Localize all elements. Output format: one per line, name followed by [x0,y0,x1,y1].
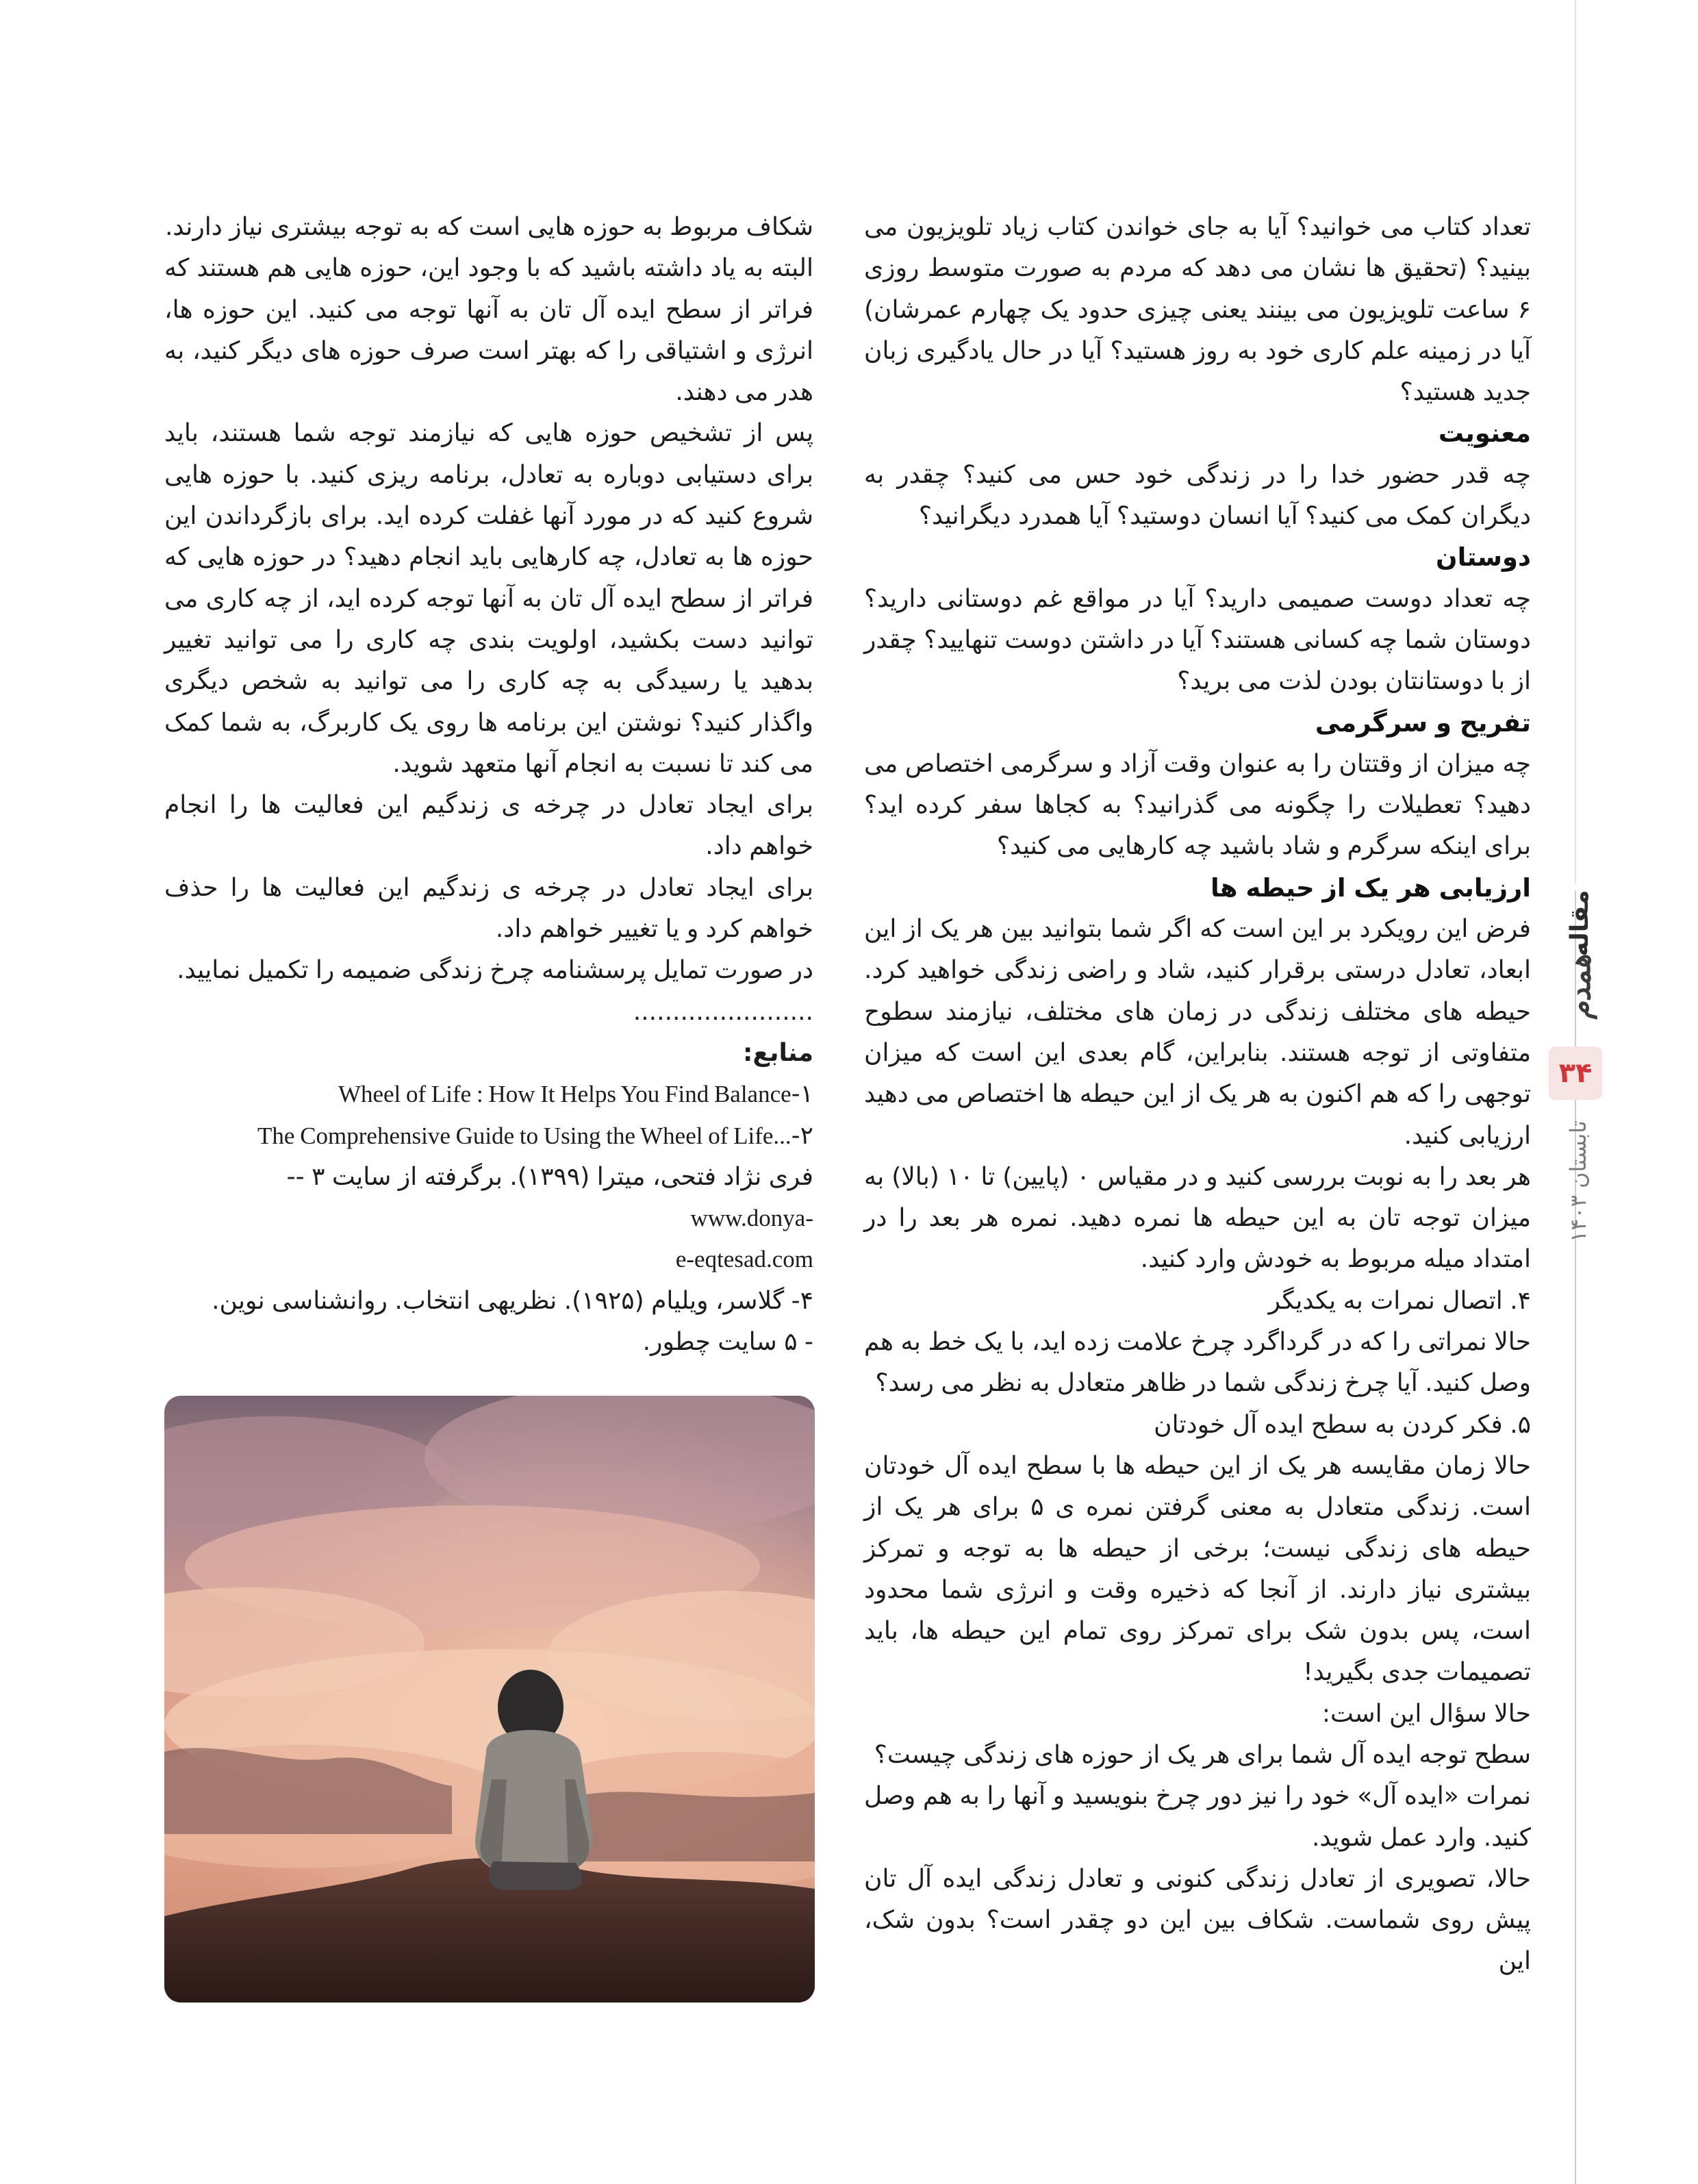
paragraph: فرض این رویکرد بر این است که اگر شما بتوانید بین هر یک از این ابعاد، تعادل درستی برقرار کنید، شاد و راضی زندگی خواهید کرد. حیطه های مختلف زندگی در زمان های مختلف، نیازمند سطوح متفاوتی از توجه هستند. بنابراین، گام بعدی این است که میزان توجهی را که هم اکنون به هر یک از این حیطه ها اختصاص می دهید ارزیابی کنید. [864,915,1531,1150]
paragraph: سطح توجه ایده آل شما برای هر یک از حوزه های زندگی چیست؟ [874,1740,1531,1769]
article-photo [164,1396,815,2003]
heading-friends: دوستان [1436,542,1531,573]
step-5-title: ۵. فکر کردن به سطح ایده آل خودتان [1154,1410,1531,1439]
dotted-separator: ....................... [633,997,813,1026]
reference-5: - ۵ سایت چطور. [642,1328,813,1357]
magazine-logo: همدم [1563,954,1597,1020]
paragraph: حالا، تصویری از تعادل زندگی کنونی و تعادل زندگی ایده آل تان پیش روی شماست. شکاف بین این دو چقدر است؟ بدون شک، این [864,1864,1531,1976]
paragraph: هر بعد را به نوبت بررسی کنید و در مقیاس ۰ (پایین) تا ۱۰ (بالا) به میزان توجه تان به این حیطه ها نمره دهید. نمره هر بعد را در امتداد میله مربوط به خودش وارد کنید. [864,1162,1531,1274]
article-column-right [864,207,1531,1983]
reference-3-url: www.donya- [690,1205,813,1232]
paragraph: پس از تشخیص حوزه هایی که نیازمند توجه شما هستند، باید برای دستیابی دوباره به تعادل، برنامه ریزی کنید. با حوزه هایی شروع کنید که در مورد آنها غفلت کرده اید. برای بازگرداندن این حوزه ها به تعادل، چه کارهایی باید انجام دهید؟ در حوزه هایی که فراتر از سطح ایده آل تان به آنها توجه کرده اید، از چه کاری می توانید دست بکشید، اولویت بندی چه کاری را می توانید تغییر بدهید یا رسیدگی به چه کاری را می توانید به شخص دیگری واگذار کنید؟ نوشتن این برنامه ها روی یک کاربرگ، به شما کمک می کند تا نسبت به انجام آنها متعهد شوید. [164,419,813,778]
paragraph: شکاف مربوط به حوزه هایی است که به توجه بیشتری نیاز دارند. [164,213,813,241]
heading-assessment: ارزیابی هر یک از حیطه ها [1210,873,1531,903]
step-4-title: ۴. اتصال نمرات به یکدیگر [1268,1286,1531,1315]
reference-3 [164,1157,813,1240]
cloud-sea-illustration [164,1396,815,2003]
paragraph: نمرات «ایده آل» خود را نیز دور چرخ بنویسید و آنها را به هم وصل کنید. وارد عمل شوید. [864,1782,1531,1852]
reference-4: ۴- گلاسر، ویلیام (۱۹۲۵). نظریهی انتخاب. روانشناسی نوین. [212,1286,813,1315]
reference-3-url-tail: e-eqtesad.com [675,1246,813,1273]
paragraph: چه میزان از وقتتان را به عنوان وقت آزاد و سرگرمی اختصاص می دهید؟ تعطیلات را چگونه می گذرانید؟ به کجاها سفر کرده اید؟ برای اینکه سرگرم و شاد باشید چه کارهایی می کنید؟ [864,749,1531,861]
paragraph: حالا زمان مقایسه هر یک از این حیطه ها با سطح ایده آل خودتان است. زندگی متعادل به معنی گرفتن نمره ی ۵ برای هر یک از حیطه های زندگی نیست؛ برخی از حیطه ها به توجه و تمرکز بیشتری نیاز دارند. از آنجا که ذخیره وقت و انرژی شما محدود است، پس بدون شک برای تمرکز روی تمام این حیطه ها، باید تصمیمات جدی بگیرید! [864,1451,1531,1687]
reference-2-title: The Comprehensive Guide to Using the Wheel of Life... [257,1122,791,1149]
issue-label: تابستان ۱۴۰۳ [1565,1120,1591,1242]
section-label: مقاله [1566,890,1594,957]
reference-1-number: ۱- [791,1080,813,1109]
paragraph: حالا سؤال این است: [1321,1699,1531,1728]
reference-3-url-cont [164,1239,813,1280]
side-divider-top [1575,0,1576,883]
reference-3-text: فری نژاد فتحی، میترا (۱۳۹۹). برگرفته از سایت ۳ -- [286,1162,813,1191]
references-title: منابع: [742,1038,813,1067]
heading-fun: تفریح و سرگرمی [1315,707,1531,738]
paragraph: چه قدر حضور خدا را در زندگی خود حس می کنید؟ چقدر به دیگران کمک می کنید؟ آیا انسان دوستید؟ آیا همدرد دیگرانید؟ [864,460,1531,531]
article-column-left [164,207,813,1363]
paragraph: البته به یاد داشته باشید که با وجود این، حوزه هایی هم هستند که فراتر از سطح ایده آل تان به آنها توجه می کنید. این حوزه ها، انرژی و اشتیاقی را که بهتر است صرف حوزه های دیگر کنید، به هدر می دهند. [164,254,813,407]
reference-1-title: Wheel of Life : How It Helps You Find Balance [338,1081,791,1108]
reference-1 [164,1074,813,1115]
page-number: ۳۴ [1549,1046,1602,1100]
reference-2-number: ۲- [791,1121,813,1150]
paragraph: در صورت تمایل پرسشنامه چرخ زندگی ضمیمه را تکمیل نمایید. [177,956,813,985]
paragraph: برای ایجاد تعادل در چرخه ی زندگیم این فعالیت ها را حذف خواهم کرد و یا تغییر خواهم داد. [164,873,813,944]
paragraph: چه تعداد دوست صمیمی دارید؟ آیا در مواقع غم دوستانی دارید؟ دوستان شما چه کسانی هستند؟ آیا در داشتن دوست تنهایید؟ چقدر از با دوستانتان بودن لذت می برید؟ [864,584,1531,696]
heading-spirituality: معنویت [1438,418,1531,449]
reference-2 [164,1116,813,1157]
paragraph: برای ایجاد تعادل در چرخه ی زندگیم این فعالیت ها را انجام خواهم داد. [164,791,813,861]
paragraph: تعداد کتاب می خوانید؟ آیا به جای خواندن کتاب زیاد تلویزیون می بینید؟ (تحقیق ها نشان می دهد که مردم به صورت متوسط روزی ۶ ساعت تلویزیون می بینند یعنی چیزی حدود یک چهارم عمرشان) آیا در زمینه علم کاری خود به روز هستید؟ آیا در حال یادگیری زبان جدید هستید؟ [864,213,1531,407]
paragraph: حالا نمراتی را که در گرداگرد چرخ علامت زده اید، با یک خط به هم وصل کنید. آیا چرخ زندگی شما در ظاهر متعادل به نظر می رسد؟ [864,1328,1531,1398]
